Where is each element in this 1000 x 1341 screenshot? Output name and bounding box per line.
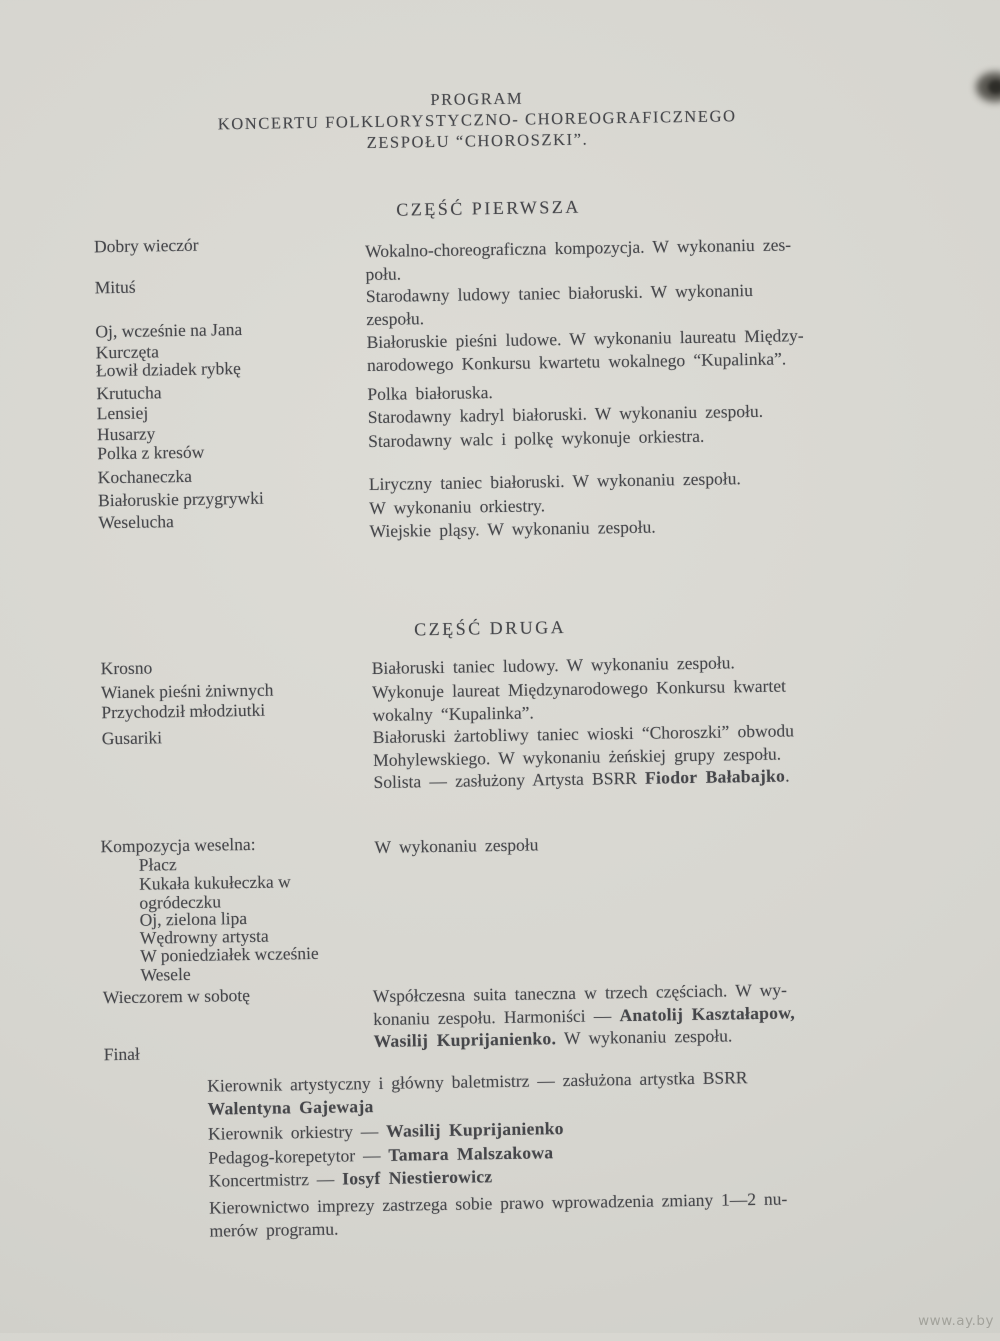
song-title: Kochaneczka [97, 465, 193, 488]
description-paragraph: Liryczny taniec białoruski. W wykonaniu zespołu. [368, 468, 741, 495]
description-paragraph: W wykonaniu zespołu [374, 834, 539, 857]
song-title: Krutucha [96, 382, 162, 404]
credit-name: Iosyf Niestierowicz [341, 1166, 493, 1189]
credit-name: Tamara Malszakowa [388, 1142, 554, 1165]
song-title: Oj, wcześnie na Jana [95, 319, 243, 342]
wedding-composition-label: Kompozycja weselna: [100, 833, 256, 857]
description-paragraph: Starodawny kadryl białoruski. W wykonaniu zespołu. [367, 400, 764, 428]
song-title: Wianek pieśni żniwnych [100, 679, 274, 703]
description-paragraph: Starodawny walc i polkę wykonuje orkiestra. [368, 425, 705, 452]
description-text: Współczesna suita taneczna w trzech częściach. W wy- konaniu zespołu. Harmoniści — [372, 979, 788, 1029]
song-title: Kurczęta [95, 341, 160, 363]
final-label: Finał [103, 1043, 140, 1065]
description-paragraph [373, 977, 882, 1052]
harmonists-names: Anatolij Kaształapow, Wasilij Kuprijanienko. [373, 1001, 796, 1052]
description-paragraph: Wokalno-choreograficzna kompozycja. W wykonaniu zes- połu. [365, 234, 792, 284]
song-title: Husarzy [96, 423, 156, 445]
credit-name: Wasilij Kuprijanienko [386, 1118, 564, 1141]
part2-heading: CZĘŚĆ DRUGA [413, 616, 567, 640]
description-paragraph [373, 718, 882, 793]
description-paragraph: Wiejskie pląsy. W wykonaniu zespołu. [369, 516, 656, 542]
description-paragraph: Polka białoruska. [367, 382, 493, 405]
song-title: Gusariki [101, 727, 163, 749]
credit-role: Kierownik artystyczny i główny baletmistrz — zasłużona artystka BSRR [207, 1067, 748, 1096]
song-title: Lensiej [96, 402, 149, 424]
song-title: Dobry wieczór [93, 234, 199, 257]
ensemble-name: ZESPOŁU “CHOROSZKI”. [366, 129, 589, 153]
watermark: www.ay.by [918, 1313, 994, 1329]
credit-role: Kierownik orkiestry — [207, 1120, 387, 1144]
program-subtitle: KONCERTU FOLKLORYSTYCZNO- CHOREOGRAFICZNEGO [217, 106, 737, 134]
credit-role: Pedagog-korepetytor — [208, 1144, 389, 1168]
song-title: Mituś [94, 276, 136, 298]
song-title: Białoruskie przygrywki [97, 487, 264, 511]
soloist-name: Fiodor Bałabajko [644, 765, 786, 788]
description-paragraph: Wykonuje laureat Międzynarodowego Konkursu kwartet wokalny “Kupalinka”. [371, 675, 787, 725]
title-block [102, 82, 853, 157]
song-title: Łowił dziadek rybkę [95, 358, 241, 381]
dark-smudge-core [988, 80, 1000, 94]
song-title: Wieczorem w sobotę [102, 984, 251, 1008]
description-text: . [784, 765, 790, 786]
wedding-item: ogródeczku [139, 891, 222, 913]
credit-line [207, 1064, 898, 1120]
program-title: PROGRAM [430, 88, 524, 110]
wedding-item: Wędrowny artysta [139, 925, 269, 948]
program-change-note: Kierownictwo imprezy zastrzega sobie prawo wprowadzenia zmiany 1—2 nu- merów programu. [209, 1188, 788, 1241]
description-paragraph: Starodawny ludowy taniec białoruski. W wykonaniu zespołu. [365, 279, 754, 329]
description-paragraph: Białoruski taniec ludowy. W wykonaniu zespołu. [371, 652, 735, 679]
wedding-item: Oj, zielona lipa [139, 908, 248, 930]
description-paragraph: Białoruskie pieśni ludowe. W wykonaniu laureatu Między- narodowego Konkursu kwartetu wokalnego “Kupalinka”. [366, 325, 804, 375]
song-title: Krosno [100, 657, 153, 679]
wedding-item: Kukała kukułeczka w [138, 871, 291, 894]
description-paragraph: W wykonaniu orkiestry. [369, 495, 546, 519]
part1-heading: CZĘŚĆ PIERWSZA [396, 196, 581, 220]
wedding-item: W poniedziałek wcześnie [140, 942, 319, 966]
credit-role: Koncertmistrz — [208, 1168, 343, 1191]
wedding-item: Wesele [140, 963, 191, 985]
song-title: Przychodził młodziutki [101, 699, 266, 723]
song-title: Polka z kresów [97, 441, 205, 464]
credit-name: Walentyna Gajewaja [207, 1095, 374, 1119]
description-text: W wykonaniu zespołu. [555, 1025, 733, 1049]
description-text: Białoruski żartobliwy taniec wioski “Choroszki” obwodu Mohylewskiego. W wykonaniu żeńskiej grupy zespołu. Solista — zasłużony Artysta BSRR [372, 720, 795, 793]
song-title: Weselucha [98, 511, 174, 533]
wedding-item: Płacz [138, 854, 177, 875]
